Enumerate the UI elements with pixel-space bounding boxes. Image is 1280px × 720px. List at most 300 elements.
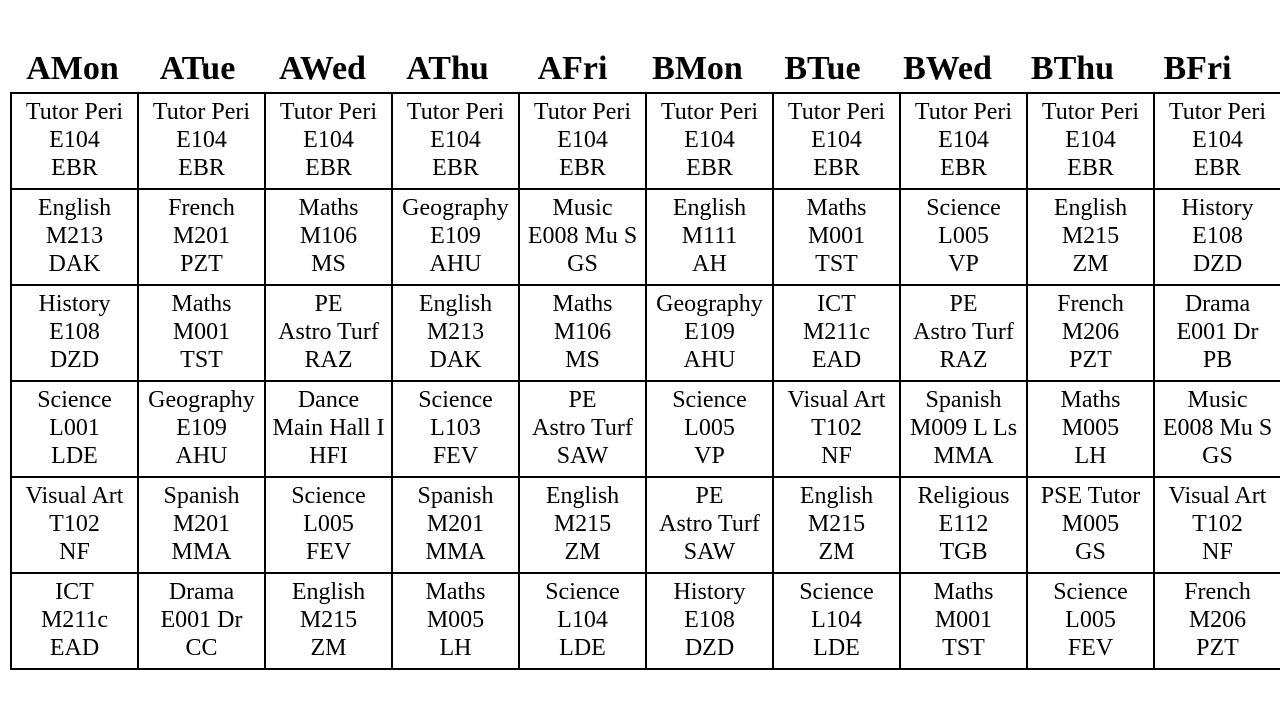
lesson-cell-content bbox=[1030, 94, 1151, 182]
lesson-cell bbox=[646, 189, 773, 285]
lesson-cell-content bbox=[903, 478, 1024, 566]
lesson-room: M215 bbox=[299, 607, 358, 633]
lesson-teacher: PZT bbox=[180, 251, 223, 277]
lesson-teacher: FEV bbox=[305, 539, 352, 565]
lesson-subject: PE bbox=[314, 291, 343, 317]
lesson-room: L005 bbox=[684, 415, 735, 441]
lesson-cell bbox=[646, 285, 773, 381]
lesson-subject: English bbox=[672, 195, 747, 221]
lesson-teacher: ZM bbox=[818, 539, 855, 565]
lesson-teacher: MS bbox=[565, 347, 600, 373]
lesson-subject: Visual Art bbox=[787, 387, 886, 413]
lesson-cell bbox=[138, 477, 265, 573]
lesson-teacher: GS bbox=[1202, 443, 1233, 469]
lesson-room: Astro Turf bbox=[278, 319, 379, 345]
lesson-subject: History bbox=[673, 579, 746, 605]
lesson-teacher: EBR bbox=[940, 155, 987, 181]
lesson-room: Astro Turf bbox=[913, 319, 1014, 345]
lesson-room: L005 bbox=[938, 223, 989, 249]
lesson-room: M211c bbox=[802, 319, 871, 345]
lesson-cell bbox=[519, 381, 646, 477]
period-row-1 bbox=[11, 93, 1280, 189]
lesson-cell-content bbox=[268, 286, 389, 374]
lesson-room: Main Hall I bbox=[272, 415, 385, 441]
lesson-subject: Spanish bbox=[417, 483, 494, 509]
lesson-subject: ICT bbox=[817, 291, 856, 317]
lesson-room: E104 bbox=[938, 127, 989, 153]
lesson-cell-content bbox=[268, 190, 389, 278]
lesson-room: M005 bbox=[426, 607, 485, 633]
lesson-cell-content bbox=[1030, 286, 1151, 374]
lesson-room: E001 Dr bbox=[160, 607, 243, 633]
lesson-cell-content bbox=[1157, 190, 1278, 278]
lesson-teacher: EBR bbox=[305, 155, 352, 181]
lesson-subject: Tutor Peri bbox=[787, 99, 886, 125]
lesson-cell bbox=[773, 477, 900, 573]
lesson-cell-content bbox=[395, 478, 516, 566]
day-header-afri: AFri bbox=[537, 50, 608, 87]
lesson-cell-content bbox=[141, 478, 262, 566]
lesson-teacher: LDE bbox=[559, 635, 606, 661]
lesson-cell bbox=[519, 189, 646, 285]
lesson-room: L104 bbox=[811, 607, 862, 633]
lesson-teacher: GS bbox=[567, 251, 598, 277]
lesson-cell-content bbox=[649, 94, 770, 182]
lesson-subject: Science bbox=[545, 579, 620, 605]
lesson-cell bbox=[392, 93, 519, 189]
lesson-room: E108 bbox=[684, 607, 735, 633]
lesson-cell-content bbox=[14, 286, 135, 374]
lesson-cell bbox=[265, 189, 392, 285]
lesson-teacher: LDE bbox=[51, 443, 98, 469]
lesson-subject: Science bbox=[799, 579, 874, 605]
lesson-cell-content bbox=[776, 190, 897, 278]
lesson-cell bbox=[1154, 93, 1280, 189]
lesson-cell-content bbox=[141, 286, 262, 374]
lesson-subject: Tutor Peri bbox=[533, 99, 632, 125]
lesson-cell-content bbox=[268, 94, 389, 182]
lesson-room: E104 bbox=[49, 127, 100, 153]
lesson-teacher: PB bbox=[1202, 347, 1233, 373]
lesson-cell-content bbox=[522, 286, 643, 374]
lesson-cell-content bbox=[395, 574, 516, 662]
lesson-room: E104 bbox=[1065, 127, 1116, 153]
lesson-cell bbox=[11, 477, 138, 573]
lesson-cell bbox=[11, 93, 138, 189]
lesson-cell-content bbox=[14, 382, 135, 470]
lesson-room: E109 bbox=[176, 415, 227, 441]
lesson-subject: Science bbox=[291, 483, 366, 509]
lesson-cell-content bbox=[1157, 94, 1278, 182]
lesson-cell bbox=[646, 381, 773, 477]
lesson-cell-content bbox=[395, 286, 516, 374]
lesson-cell bbox=[773, 93, 900, 189]
lesson-teacher: VP bbox=[694, 443, 725, 469]
lesson-room: L103 bbox=[430, 415, 481, 441]
lesson-teacher: AH bbox=[692, 251, 727, 277]
lesson-cell-content bbox=[649, 574, 770, 662]
lesson-subject: Tutor Peri bbox=[1041, 99, 1140, 125]
lesson-teacher: MMA bbox=[171, 539, 232, 565]
lesson-subject: Geography bbox=[402, 195, 509, 221]
lesson-teacher: RAZ bbox=[304, 347, 353, 373]
day-header-bfri: BFri bbox=[1163, 50, 1232, 87]
lesson-subject: Spanish bbox=[925, 387, 1002, 413]
lesson-room: E108 bbox=[49, 319, 100, 345]
period-row-4 bbox=[11, 381, 1280, 477]
lesson-subject: Religious bbox=[917, 483, 1010, 509]
lesson-subject: Maths bbox=[298, 195, 359, 221]
lesson-cell-content bbox=[1157, 574, 1278, 662]
lesson-room: M215 bbox=[1061, 223, 1120, 249]
period-row-2 bbox=[11, 189, 1280, 285]
period-row-5 bbox=[11, 477, 1280, 573]
lesson-room: M005 bbox=[1061, 511, 1120, 537]
lesson-room: L005 bbox=[1065, 607, 1116, 633]
lesson-cell-content bbox=[522, 574, 643, 662]
lesson-teacher: DZD bbox=[684, 635, 735, 661]
lesson-cell bbox=[1154, 285, 1280, 381]
lesson-cell bbox=[11, 381, 138, 477]
lesson-subject: PE bbox=[949, 291, 978, 317]
lesson-cell bbox=[392, 189, 519, 285]
lesson-cell bbox=[138, 285, 265, 381]
lesson-room: E104 bbox=[811, 127, 862, 153]
lesson-teacher: LH bbox=[1074, 443, 1107, 469]
lesson-room: M215 bbox=[553, 511, 612, 537]
day-header-athu: AThu bbox=[406, 50, 489, 87]
lesson-subject: Science bbox=[1053, 579, 1128, 605]
lesson-cell bbox=[1027, 573, 1154, 669]
lesson-room: M001 bbox=[934, 607, 993, 633]
lesson-room: M201 bbox=[172, 511, 231, 537]
lesson-cell bbox=[519, 93, 646, 189]
lesson-subject: Maths bbox=[552, 291, 613, 317]
lesson-cell-content bbox=[14, 94, 135, 182]
lesson-cell-content bbox=[1030, 190, 1151, 278]
lesson-room: E104 bbox=[430, 127, 481, 153]
lesson-room: E109 bbox=[684, 319, 735, 345]
lesson-room: E112 bbox=[938, 511, 989, 537]
lesson-subject: Visual Art bbox=[1168, 483, 1267, 509]
lesson-cell-content bbox=[1157, 478, 1278, 566]
lesson-cell bbox=[265, 573, 392, 669]
lesson-teacher: TGB bbox=[939, 539, 988, 565]
lesson-cell-content bbox=[1030, 478, 1151, 566]
lesson-cell bbox=[773, 381, 900, 477]
lesson-subject: Maths bbox=[171, 291, 232, 317]
lesson-teacher: EAD bbox=[811, 347, 862, 373]
lesson-cell-content bbox=[1157, 382, 1278, 470]
lesson-room: E109 bbox=[430, 223, 481, 249]
lesson-subject: French bbox=[1184, 579, 1251, 605]
day-header-atue: ATue bbox=[159, 50, 236, 87]
lesson-room: M206 bbox=[1188, 607, 1247, 633]
lesson-cell bbox=[646, 93, 773, 189]
lesson-cell-content bbox=[268, 574, 389, 662]
lesson-cell-content bbox=[903, 286, 1024, 374]
lesson-cell bbox=[1027, 93, 1154, 189]
lesson-cell bbox=[773, 285, 900, 381]
day-header-bthu: BThu bbox=[1030, 50, 1115, 87]
lesson-teacher: RAZ bbox=[939, 347, 988, 373]
lesson-room: L001 bbox=[49, 415, 100, 441]
lesson-cell bbox=[773, 189, 900, 285]
lesson-subject: Drama bbox=[168, 579, 235, 605]
lesson-cell-content bbox=[14, 190, 135, 278]
lesson-teacher: CC bbox=[185, 635, 218, 661]
lesson-subject: Tutor Peri bbox=[660, 99, 759, 125]
lesson-subject: Spanish bbox=[163, 483, 240, 509]
lesson-subject: Science bbox=[672, 387, 747, 413]
lesson-subject: Tutor Peri bbox=[279, 99, 378, 125]
lesson-room: M206 bbox=[1061, 319, 1120, 345]
lesson-subject: Science bbox=[926, 195, 1001, 221]
lesson-room: M215 bbox=[807, 511, 866, 537]
lesson-teacher: FEV bbox=[1067, 635, 1114, 661]
lesson-subject: Science bbox=[37, 387, 112, 413]
lesson-teacher: EBR bbox=[686, 155, 733, 181]
day-header-bmon: BMon bbox=[652, 50, 743, 87]
lesson-teacher: DAK bbox=[429, 347, 482, 373]
lesson-teacher: FEV bbox=[432, 443, 479, 469]
lesson-room: L104 bbox=[557, 607, 608, 633]
lesson-cell-content bbox=[903, 190, 1024, 278]
lesson-subject: English bbox=[799, 483, 874, 509]
lesson-cell bbox=[265, 285, 392, 381]
lesson-teacher: NF bbox=[821, 443, 852, 469]
lesson-teacher: MMA bbox=[425, 539, 486, 565]
lesson-teacher: GS bbox=[1075, 539, 1106, 565]
lesson-cell bbox=[1154, 189, 1280, 285]
lesson-teacher: EBR bbox=[1194, 155, 1241, 181]
lesson-subject: Maths bbox=[1060, 387, 1121, 413]
lesson-room: M106 bbox=[299, 223, 358, 249]
lesson-subject: Science bbox=[418, 387, 493, 413]
lesson-teacher: ZM bbox=[564, 539, 601, 565]
lesson-cell-content bbox=[776, 478, 897, 566]
lesson-subject: Music bbox=[1187, 387, 1248, 413]
period-row-6 bbox=[11, 573, 1280, 669]
lesson-cell bbox=[773, 573, 900, 669]
lesson-cell bbox=[646, 573, 773, 669]
lesson-teacher: VP bbox=[948, 251, 979, 277]
lesson-subject: Maths bbox=[806, 195, 867, 221]
lesson-cell-content bbox=[395, 382, 516, 470]
lesson-teacher: ZM bbox=[1072, 251, 1109, 277]
lesson-cell bbox=[519, 285, 646, 381]
lesson-cell-content bbox=[649, 382, 770, 470]
lesson-cell bbox=[1027, 285, 1154, 381]
lesson-teacher: MS bbox=[311, 251, 346, 277]
lesson-room: E001 Dr bbox=[1176, 319, 1259, 345]
lesson-teacher: NF bbox=[1202, 539, 1233, 565]
lesson-cell-content bbox=[522, 382, 643, 470]
lesson-cell-content bbox=[649, 286, 770, 374]
lesson-room: E008 Mu S bbox=[527, 223, 638, 249]
lesson-teacher: EBR bbox=[178, 155, 225, 181]
lesson-cell-content bbox=[141, 382, 262, 470]
lesson-room: T102 bbox=[811, 415, 862, 441]
lesson-cell bbox=[1027, 381, 1154, 477]
lesson-room: M211c bbox=[40, 607, 109, 633]
lesson-teacher: EBR bbox=[559, 155, 606, 181]
lesson-subject: English bbox=[37, 195, 112, 221]
lesson-subject: French bbox=[168, 195, 235, 221]
period-row-3 bbox=[11, 285, 1280, 381]
lesson-cell bbox=[392, 573, 519, 669]
lesson-teacher: AHU bbox=[175, 443, 228, 469]
lesson-cell-content bbox=[649, 478, 770, 566]
lesson-cell-content bbox=[903, 382, 1024, 470]
lesson-teacher: HFI bbox=[309, 443, 348, 469]
lesson-cell bbox=[138, 573, 265, 669]
lesson-cell bbox=[900, 93, 1027, 189]
lesson-subject: Tutor Peri bbox=[152, 99, 251, 125]
lesson-room: L005 bbox=[303, 511, 354, 537]
day-header-bwed: BWed bbox=[903, 50, 992, 87]
lesson-subject: Tutor Peri bbox=[25, 99, 124, 125]
lesson-room: M001 bbox=[807, 223, 866, 249]
lesson-room: E104 bbox=[557, 127, 608, 153]
lesson-teacher: PZT bbox=[1196, 635, 1239, 661]
lesson-room: M001 bbox=[172, 319, 231, 345]
lesson-subject: English bbox=[418, 291, 493, 317]
lesson-cell-content bbox=[14, 574, 135, 662]
day-header-row bbox=[10, 48, 1260, 90]
lesson-cell bbox=[1027, 477, 1154, 573]
lesson-subject: PSE Tutor bbox=[1040, 483, 1141, 509]
lesson-cell-content bbox=[776, 286, 897, 374]
lesson-cell bbox=[265, 93, 392, 189]
lesson-cell bbox=[900, 285, 1027, 381]
lesson-teacher: SAW bbox=[556, 443, 609, 469]
lesson-cell-content bbox=[903, 94, 1024, 182]
lesson-subject: English bbox=[1053, 195, 1128, 221]
lesson-room: M005 bbox=[1061, 415, 1120, 441]
lesson-room: Astro Turf bbox=[532, 415, 633, 441]
lesson-room: T102 bbox=[49, 511, 100, 537]
lesson-teacher: DZD bbox=[1192, 251, 1243, 277]
lesson-cell bbox=[265, 381, 392, 477]
lesson-subject: PE bbox=[568, 387, 597, 413]
lesson-cell-content bbox=[776, 382, 897, 470]
lesson-teacher: LH bbox=[439, 635, 472, 661]
lesson-cell-content bbox=[395, 190, 516, 278]
lesson-cell bbox=[900, 573, 1027, 669]
lesson-cell-content bbox=[649, 190, 770, 278]
lesson-teacher: ZM bbox=[310, 635, 347, 661]
day-header-btue: BTue bbox=[784, 50, 861, 87]
lesson-teacher: LDE bbox=[813, 635, 860, 661]
lesson-room: E008 Mu S bbox=[1162, 415, 1273, 441]
lesson-room: Astro Turf bbox=[659, 511, 760, 537]
lesson-subject: History bbox=[1181, 195, 1254, 221]
lesson-room: M106 bbox=[553, 319, 612, 345]
day-header-awed: AWed bbox=[279, 50, 366, 87]
lesson-subject: Maths bbox=[425, 579, 486, 605]
lesson-cell-content bbox=[141, 190, 262, 278]
lesson-cell-content bbox=[522, 478, 643, 566]
lesson-teacher: DZD bbox=[49, 347, 100, 373]
lesson-cell-content bbox=[141, 574, 262, 662]
lesson-cell-content bbox=[268, 382, 389, 470]
lesson-cell bbox=[519, 477, 646, 573]
lesson-teacher: EBR bbox=[1067, 155, 1114, 181]
lesson-teacher: EBR bbox=[432, 155, 479, 181]
lesson-room: E104 bbox=[684, 127, 735, 153]
lesson-cell-content bbox=[1030, 382, 1151, 470]
lesson-room: M111 bbox=[681, 223, 738, 249]
lesson-cell-content bbox=[1157, 286, 1278, 374]
day-header-amon: AMon bbox=[26, 50, 119, 87]
lesson-teacher: NF bbox=[59, 539, 90, 565]
lesson-room: M213 bbox=[426, 319, 485, 345]
lesson-cell-content bbox=[522, 190, 643, 278]
lesson-cell bbox=[138, 93, 265, 189]
lesson-cell-content bbox=[776, 94, 897, 182]
lesson-cell bbox=[1027, 189, 1154, 285]
lesson-room: T102 bbox=[1192, 511, 1243, 537]
lesson-room: M201 bbox=[172, 223, 231, 249]
lesson-room: M009 L Ls bbox=[909, 415, 1018, 441]
lesson-subject: Dance bbox=[297, 387, 360, 413]
lesson-cell-content bbox=[522, 94, 643, 182]
lesson-room: M201 bbox=[426, 511, 485, 537]
lesson-cell bbox=[900, 381, 1027, 477]
lesson-subject: Visual Art bbox=[25, 483, 124, 509]
lesson-cell-content bbox=[1030, 574, 1151, 662]
lesson-subject: Tutor Peri bbox=[1168, 99, 1267, 125]
lesson-cell-content bbox=[141, 94, 262, 182]
lesson-cell bbox=[1154, 573, 1280, 669]
lesson-cell bbox=[138, 381, 265, 477]
lesson-subject: Music bbox=[552, 195, 613, 221]
lesson-teacher: EBR bbox=[51, 155, 98, 181]
lesson-teacher: TST bbox=[815, 251, 858, 277]
lesson-cell bbox=[646, 477, 773, 573]
lesson-room: M213 bbox=[45, 223, 104, 249]
lesson-room: E104 bbox=[1192, 127, 1243, 153]
lesson-cell-content bbox=[776, 574, 897, 662]
lesson-subject: Tutor Peri bbox=[914, 99, 1013, 125]
lesson-cell bbox=[11, 189, 138, 285]
lesson-cell bbox=[392, 477, 519, 573]
lesson-subject: Tutor Peri bbox=[406, 99, 505, 125]
lesson-cell bbox=[11, 573, 138, 669]
lesson-cell bbox=[11, 285, 138, 381]
lesson-cell bbox=[392, 381, 519, 477]
lesson-cell bbox=[1154, 477, 1280, 573]
lesson-teacher: MMA bbox=[933, 443, 994, 469]
lesson-subject: French bbox=[1057, 291, 1124, 317]
lesson-subject: English bbox=[291, 579, 366, 605]
lesson-teacher: PZT bbox=[1069, 347, 1112, 373]
lesson-subject: PE bbox=[695, 483, 724, 509]
lesson-teacher: AHU bbox=[429, 251, 482, 277]
lesson-subject: English bbox=[545, 483, 620, 509]
lesson-teacher: SAW bbox=[683, 539, 736, 565]
lesson-teacher: EAD bbox=[49, 635, 100, 661]
lesson-cell bbox=[392, 285, 519, 381]
lesson-teacher: AHU bbox=[683, 347, 736, 373]
lesson-subject: Geography bbox=[656, 291, 763, 317]
lesson-teacher: EBR bbox=[813, 155, 860, 181]
lesson-cell-content bbox=[395, 94, 516, 182]
lesson-cell bbox=[519, 573, 646, 669]
lesson-subject: Maths bbox=[933, 579, 994, 605]
lesson-cell bbox=[265, 477, 392, 573]
